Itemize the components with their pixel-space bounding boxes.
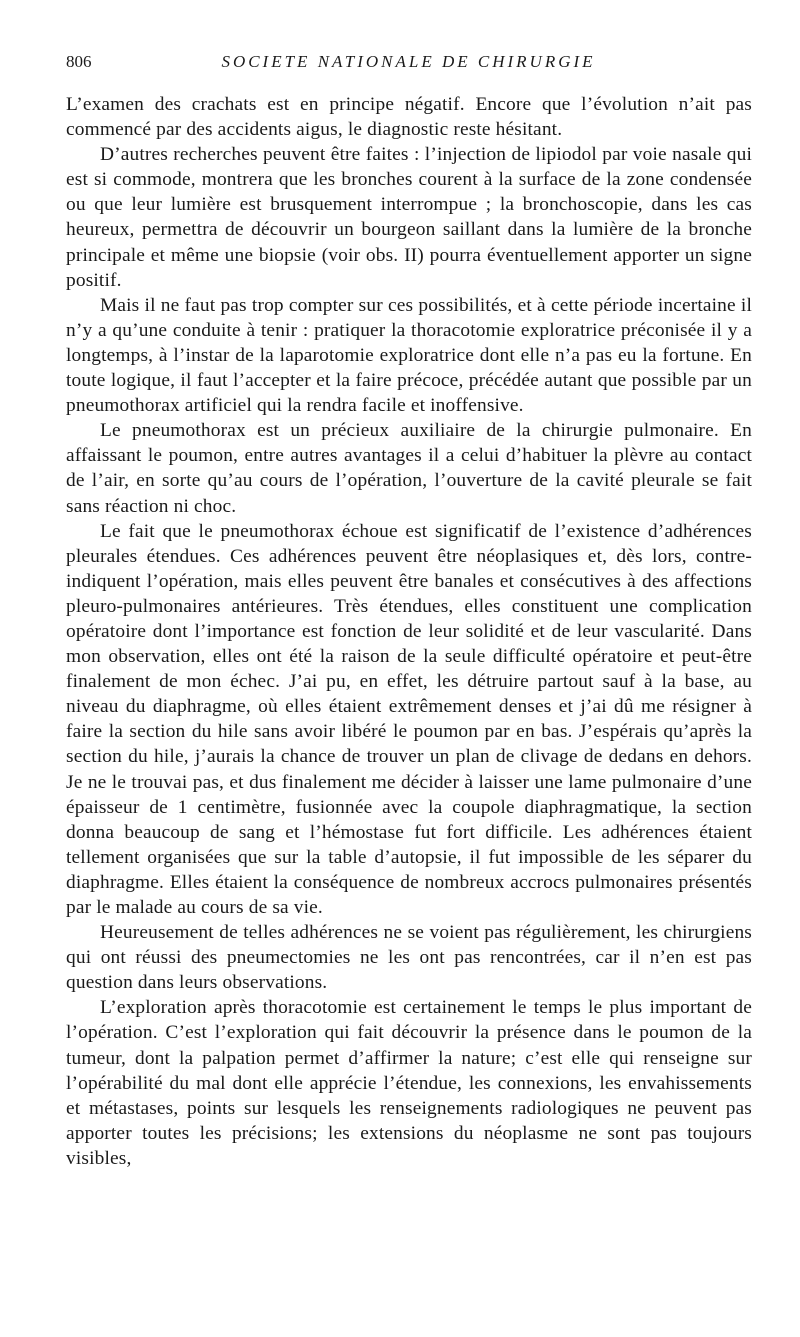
paragraph: Mais il ne faut pas trop compter sur ces possibilités, et à cette période incertaine il n’y a qu’une conduite à tenir : pratiquer la thoracotomie exploratrice préconisée il y a longtemps, à l’instar de la laparotomie exploratrice dont elle n’a pas eu la fortune. En toute logique, il faut l’accepter et la faire précoce, précédée autant que possible par un pneumothorax artificiel qui la rendra facile et inoffensive. <box>66 294 752 417</box>
paragraph: D’autres recherches peuvent être faites : l’injection de lipiodol par voie nasale qui est si commode, montrera que les bronches courent à la surface de la zone condensée ou que leur lumière est brusquement interrompue ; la bronchoscopie, dans les cas heureux, permettra de découvrir un bourgeon saillant dans la lumière de la bronche principale et même une biopsie (voir obs. II) pourra éventuellement apporter un signe positif. <box>66 144 752 291</box>
paragraph: Le fait que le pneumothorax échoue est significatif de l’existence d’adhérences pleurales étendues. Ces adhérences peuvent être néoplasiques et, dès lors, contre-indiquent l’opération, mais elles peuvent être banales et consécutives à des affections pleuro-pulmonaires antérieures. Très étendues, elles constituent une complication opératoire dont l’importance est fonction de leur solidité et de leur vascularité. Dans mon observation, elles ont été la raison de la seule difficulté opératoire et peut-être finalement de mon échec. J’ai pu, en effet, les détruire partout sauf à la base, au niveau du diaphragme, où elles étaient extrêmement denses et j’ai dû me résigner à faire la section du hile sans avoir libéré le poumon par en bas. J’espérais qu’après la section du hile, j’aurais la chance de trouver un plan de clivage de dedans en dehors. Je ne le trouvai pas, et dus finalement me décider à laisser une lame pulmonaire d’une épaisseur de 1 centimètre, fusionnée avec la coupole diaphragmatique, la section donna beaucoup de sang et l’hémostase fut fort difficile. Les adhérences étaient tellement organisées que sur la table d’autopsie, il fut impossible de les séparer du diaphragme. Elles étaient la conséquence de nombreux accrocs pulmonaires présentés par le malade au cours de sa vie. <box>66 520 752 918</box>
paragraph: Heureusement de telles adhérences ne se voient pas régulièrement, les chirurgiens qui ont réussi des pneumectomies ne les ont pas rencontrées, car il n’en est pas question dans leurs observations. <box>66 922 752 994</box>
running-title: SOCIETE NATIONALE DE CHIRURGIE <box>221 52 596 71</box>
paragraph: L’exploration après thoracotomie est certainement le temps le plus important de l’opération. C’est l’exploration qui fait découvrir la présence dans le poumon de la tumeur, dont la palpation permet d’affirmer la nature; c’est elle qui renseigne sur l’opérabilité du mal dont elle apprécie l’étendue, les connexions, les envahissements et métastases, points sur lesquels les renseignements radiologiques ne peuvent pas apporter toutes les précisions; les extensions du néoplasme ne sont pas toujours visibles, <box>66 997 752 1169</box>
body-text <box>66 92 752 1171</box>
paragraph: Le pneumothorax est un précieux auxiliaire de la chirurgie pulmonaire. En affaissant le poumon, entre autres avantages il a celui d’habituer la plèvre au contact de l’air, en sorte qu’au cours de l’opération, l’ouverture de la cavité pleurale se fait sans réaction ni choc. <box>66 420 752 517</box>
page-number: 806 <box>66 52 92 71</box>
paragraph: L’examen des crachats est en principe négatif. Encore que l’évolution n’ait pas commencé par des accidents aigus, le diagnostic reste hésitant. <box>66 94 752 141</box>
page-header <box>66 52 751 76</box>
